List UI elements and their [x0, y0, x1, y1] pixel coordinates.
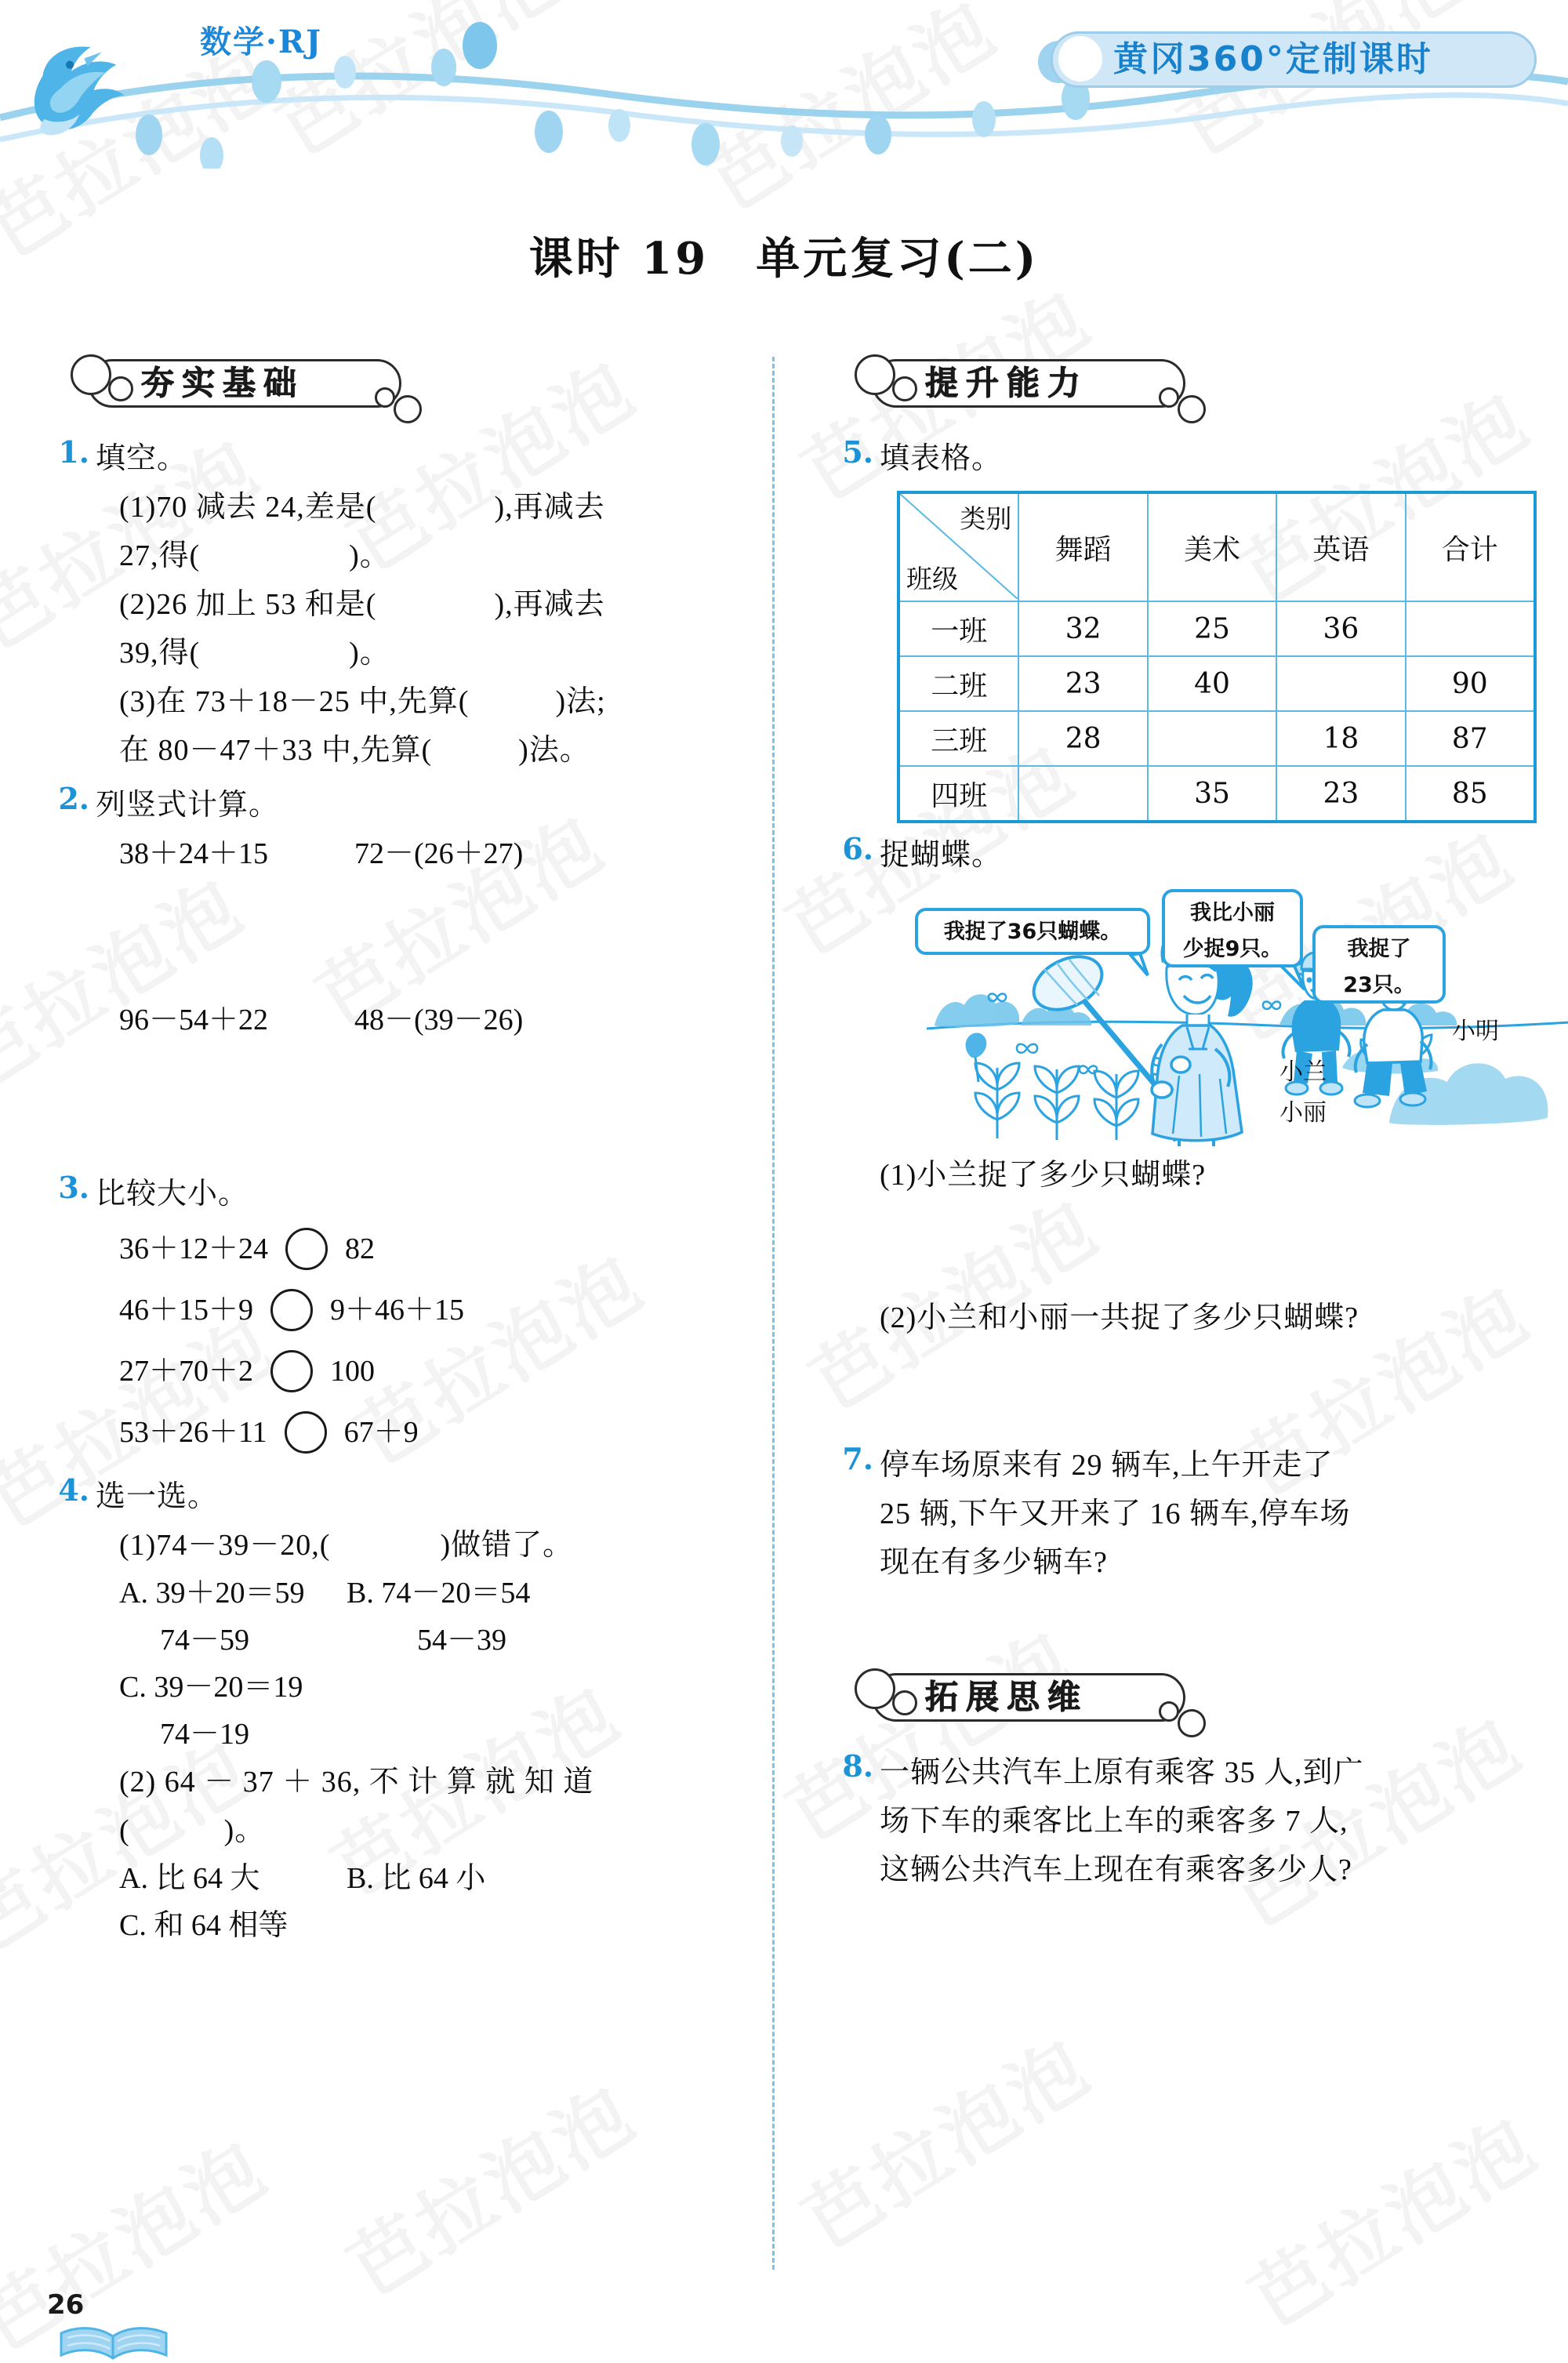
problem-7-line-3: 现在有多少辆车?	[880, 1546, 1108, 1579]
bubble-icon	[108, 376, 133, 401]
problem-5-title: 填表格。	[880, 442, 1003, 475]
problem-1-line-4	[96, 629, 721, 677]
problem-4-title: 选一选。	[96, 1480, 219, 1513]
problem-number: 3.	[58, 1170, 89, 1205]
section-title-ability: 提升能力	[925, 364, 1089, 402]
open-book-icon	[55, 2319, 172, 2363]
problem-4-options-row-4	[96, 1711, 721, 1758]
problem-number: 2.	[58, 781, 89, 816]
option2-c[interactable]: C. 和 64 相等	[119, 1909, 289, 1942]
q3-text-a: (3)在 73＋18－25 中,先算(	[119, 685, 470, 718]
table-row	[898, 766, 1535, 822]
row-label: 二班	[898, 656, 1018, 711]
q1-text-c: 27,得(	[119, 539, 201, 572]
problem-5	[831, 434, 1537, 823]
character-label-ming: 小明	[1452, 1018, 1499, 1045]
compare-left: 36＋12＋24	[119, 1232, 269, 1265]
cell-value[interactable]	[1018, 766, 1147, 822]
q1-text-d: )。	[349, 539, 390, 572]
cell-value[interactable]: 23	[1018, 656, 1147, 711]
row-label: 三班	[898, 711, 1018, 766]
column-header-art: 美术	[1148, 492, 1276, 601]
compare-left: 46＋15＋9	[119, 1294, 254, 1327]
problem-4-q1	[96, 1521, 721, 1570]
row-label: 四班	[898, 766, 1018, 822]
option2-a[interactable]: A. 比 64 大	[119, 1862, 260, 1895]
compare-left: 27＋70＋2	[119, 1355, 254, 1388]
problem-2-row-2	[96, 996, 721, 1044]
cell-value[interactable]: 85	[1406, 766, 1535, 822]
problem-number: 7.	[842, 1441, 873, 1476]
cell-value[interactable]: 28	[1018, 711, 1147, 766]
bubble-icon	[855, 1668, 895, 1709]
problem-1-title: 填空。	[96, 442, 188, 475]
bubble-icon	[1159, 387, 1179, 408]
answer-circle[interactable]	[285, 1411, 327, 1454]
compare-row	[96, 1402, 721, 1463]
bubble-icon	[375, 387, 395, 408]
cell-value[interactable]: 40	[1148, 656, 1276, 711]
problem-4-options-row-6	[96, 1902, 721, 1949]
table-header-row	[898, 492, 1535, 601]
problem-number: 5.	[842, 434, 873, 470]
cell-value[interactable]: 23	[1276, 766, 1405, 822]
cell-value[interactable]: 32	[1018, 601, 1147, 656]
cell-value[interactable]: 36	[1276, 601, 1405, 656]
page-title: 课时 19 单元复习(二)	[528, 233, 1040, 285]
speech-bubble-ming	[1312, 925, 1446, 1004]
problem-number: 1.	[58, 434, 89, 470]
q2-paren-close: )。	[223, 1814, 266, 1847]
table-row	[898, 711, 1535, 766]
speech-bubble-lan: 我捉了36只蝴蝶。	[915, 908, 1150, 955]
option-c[interactable]: C. 39－20＝19	[119, 1671, 303, 1704]
cell-value[interactable]: 87	[1406, 711, 1535, 766]
bubble-line-1: 我捉了	[1347, 937, 1411, 961]
column-header-total: 合计	[1406, 492, 1535, 601]
problem-1-line-5	[96, 677, 721, 726]
left-column	[47, 353, 721, 1954]
cell-value[interactable]	[1406, 601, 1535, 656]
problem-4-options-row-5	[96, 1855, 721, 1902]
bubble-icon	[1178, 1709, 1206, 1737]
problem-number: 8.	[842, 1748, 873, 1784]
compare-row	[96, 1341, 721, 1402]
page-header	[0, 0, 1568, 169]
section-title-basics: 夯实基础	[141, 364, 305, 402]
bubble-icon	[71, 354, 111, 395]
option-a-line2: 74－59	[160, 1624, 250, 1657]
watermark-text	[325, 2056, 654, 2316]
problem-4-q2-blank	[96, 1806, 721, 1855]
compare-right: 82	[345, 1232, 376, 1265]
column-divider	[772, 357, 775, 2270]
problem-8-line-1: 一辆公共汽车上原有乘客 35 人,到广	[880, 1756, 1364, 1789]
subject-label: 数学·RJ	[200, 24, 323, 60]
problem-6	[831, 831, 1537, 1436]
option-b[interactable]: B. 74－20＝54	[347, 1577, 531, 1610]
problem-6-q1: (1)小兰捉了多少只蝴蝶?	[880, 1159, 1207, 1192]
problem-7-line-2: 25 辆,下午又开来了 16 辆车,停车场	[880, 1497, 1351, 1530]
butterfly-catching-illustration	[903, 887, 1568, 1146]
character-label-li: 小丽	[1279, 1099, 1327, 1127]
q2-text-b: ),再减去	[494, 588, 605, 621]
problem-7	[831, 1441, 1537, 1657]
problem-1-line-6	[96, 726, 721, 775]
table-row	[898, 656, 1535, 711]
q2-text-a: (2)26 加上 53 和是(	[119, 588, 377, 621]
cell-value[interactable]	[1276, 656, 1405, 711]
option-a[interactable]: A. 39＋20＝59	[119, 1577, 305, 1610]
bubble-icon	[1159, 1701, 1179, 1722]
watermark-text	[780, 2009, 1109, 2269]
q1-text-b: ),再减去	[494, 491, 605, 524]
q3-text-b: )法;	[555, 685, 606, 718]
bubble-icon	[892, 1690, 917, 1715]
bubble-tail	[1131, 953, 1148, 975]
problem-1-line-3	[96, 580, 721, 629]
bubble-icon	[855, 354, 895, 395]
problem-1-line-2	[96, 532, 721, 580]
problem-2	[47, 781, 721, 1162]
expression: 96－54＋22	[119, 1004, 269, 1036]
q1-stem: (1)74－39－20,(	[119, 1529, 331, 1562]
problem-4	[47, 1472, 721, 1949]
cell-value[interactable]: 90	[1406, 656, 1535, 711]
option-c-line2: 74－19	[160, 1718, 250, 1751]
row-label: 一班	[898, 601, 1018, 656]
compare-right: 9＋46＋15	[330, 1294, 465, 1327]
option2-b[interactable]: B. 比 64 小	[347, 1862, 486, 1895]
flower-icon	[966, 1033, 987, 1082]
problem-6-q2: (2)小兰和小丽一共捉了多少只蝴蝶?	[880, 1301, 1359, 1334]
compare-right: 67＋9	[343, 1416, 419, 1449]
bubble-line-2: 少捉9只。	[1182, 937, 1283, 961]
problem-number: 4.	[58, 1472, 89, 1508]
expression: 72－(26＋27)	[354, 837, 524, 870]
cell-value[interactable]: 18	[1276, 711, 1405, 766]
compare-left: 53＋26＋11	[119, 1416, 267, 1449]
corner-label-category: 类别	[960, 503, 1012, 534]
answer-space	[880, 1342, 1537, 1436]
class-activity-table	[897, 491, 1537, 823]
speech-bubble-lan2	[1162, 889, 1303, 967]
section-title-thinking: 拓展思维	[925, 1678, 1089, 1716]
problem-4-options-row-1	[96, 1570, 721, 1617]
bubble-icon	[892, 376, 917, 401]
problem-1-line-1	[96, 483, 721, 532]
answer-space	[880, 1587, 1537, 1657]
section-header-basics	[47, 353, 721, 417]
problem-4-q2: (2) 64 － 37 ＋ 36, 不 计 算 就 知 道	[119, 1766, 594, 1799]
bubble-line-1: 我比小丽	[1190, 901, 1275, 925]
problem-2-row-1	[96, 829, 721, 878]
answer-circle[interactable]	[285, 1228, 328, 1270]
compare-right: 100	[330, 1355, 376, 1388]
page-number: 26	[47, 2289, 85, 2321]
problem-8-line-2: 场下车的乘客比上车的乘客多 7 人,	[880, 1805, 1348, 1838]
answer-circle[interactable]	[270, 1350, 313, 1392]
q3-text-d: )法。	[518, 734, 590, 767]
bubble-icon	[1178, 395, 1206, 423]
corner-label-class: 班级	[906, 564, 958, 594]
table-corner-cell	[898, 492, 1018, 601]
expression: 38＋24＋15	[119, 837, 269, 870]
section-header-thinking	[831, 1667, 1537, 1731]
problem-3-title: 比较大小。	[96, 1178, 249, 1211]
series-badge-label: 黄冈360°定制课时	[1113, 39, 1433, 79]
cell-value[interactable]: 35	[1148, 766, 1276, 822]
problem-1	[47, 434, 721, 775]
problem-7-line-1: 停车场原来有 29 辆车,上午开走了	[880, 1449, 1334, 1482]
q3-text-c: 在 80－47＋33 中,先算(	[119, 734, 433, 767]
column-header-english: 英语	[1276, 492, 1405, 601]
answer-circle[interactable]	[270, 1289, 313, 1331]
bubble-line-2: 23只。	[1343, 973, 1415, 997]
section-header-ability	[831, 353, 1537, 417]
table-row	[898, 601, 1535, 656]
q2-text-d: )。	[349, 637, 390, 670]
problem-2-title: 列竖式计算。	[96, 789, 280, 822]
work-space	[96, 1044, 721, 1162]
right-column	[831, 353, 1537, 1899]
problem-4-options-row-3	[96, 1664, 721, 1711]
bird-icon	[34, 46, 125, 135]
character-label-lan: 小兰	[1279, 1058, 1327, 1086]
answer-space	[880, 1200, 1537, 1294]
badge-gloss	[1058, 36, 1102, 82]
q2-paren-open: (	[119, 1814, 130, 1847]
problem-4-options-row-2	[96, 1617, 721, 1664]
bubble-icon	[394, 395, 422, 423]
problem-3	[47, 1170, 721, 1463]
q1-stem-tail: )做错了。	[440, 1529, 574, 1562]
problem-8-line-3: 这辆公共汽车上现在有乘客多少人?	[880, 1853, 1352, 1886]
cell-value[interactable]: 25	[1148, 601, 1276, 656]
problem-6-title: 捉蝴蝶。	[880, 839, 1003, 872]
compare-row	[96, 1280, 721, 1341]
q1-text-a: (1)70 减去 24,差是(	[119, 491, 377, 524]
problem-8	[831, 1748, 1537, 1894]
expression: 48－(39－26)	[354, 1004, 524, 1036]
problem-number: 6.	[842, 831, 873, 866]
column-header-dance: 舞蹈	[1018, 492, 1147, 601]
work-space	[96, 878, 721, 996]
compare-row	[96, 1218, 721, 1280]
q2-text-c: 39,得(	[119, 637, 201, 670]
option-b-line2: 54－39	[417, 1624, 507, 1657]
cell-value[interactable]	[1148, 711, 1276, 766]
watermark-text	[1227, 2087, 1555, 2347]
